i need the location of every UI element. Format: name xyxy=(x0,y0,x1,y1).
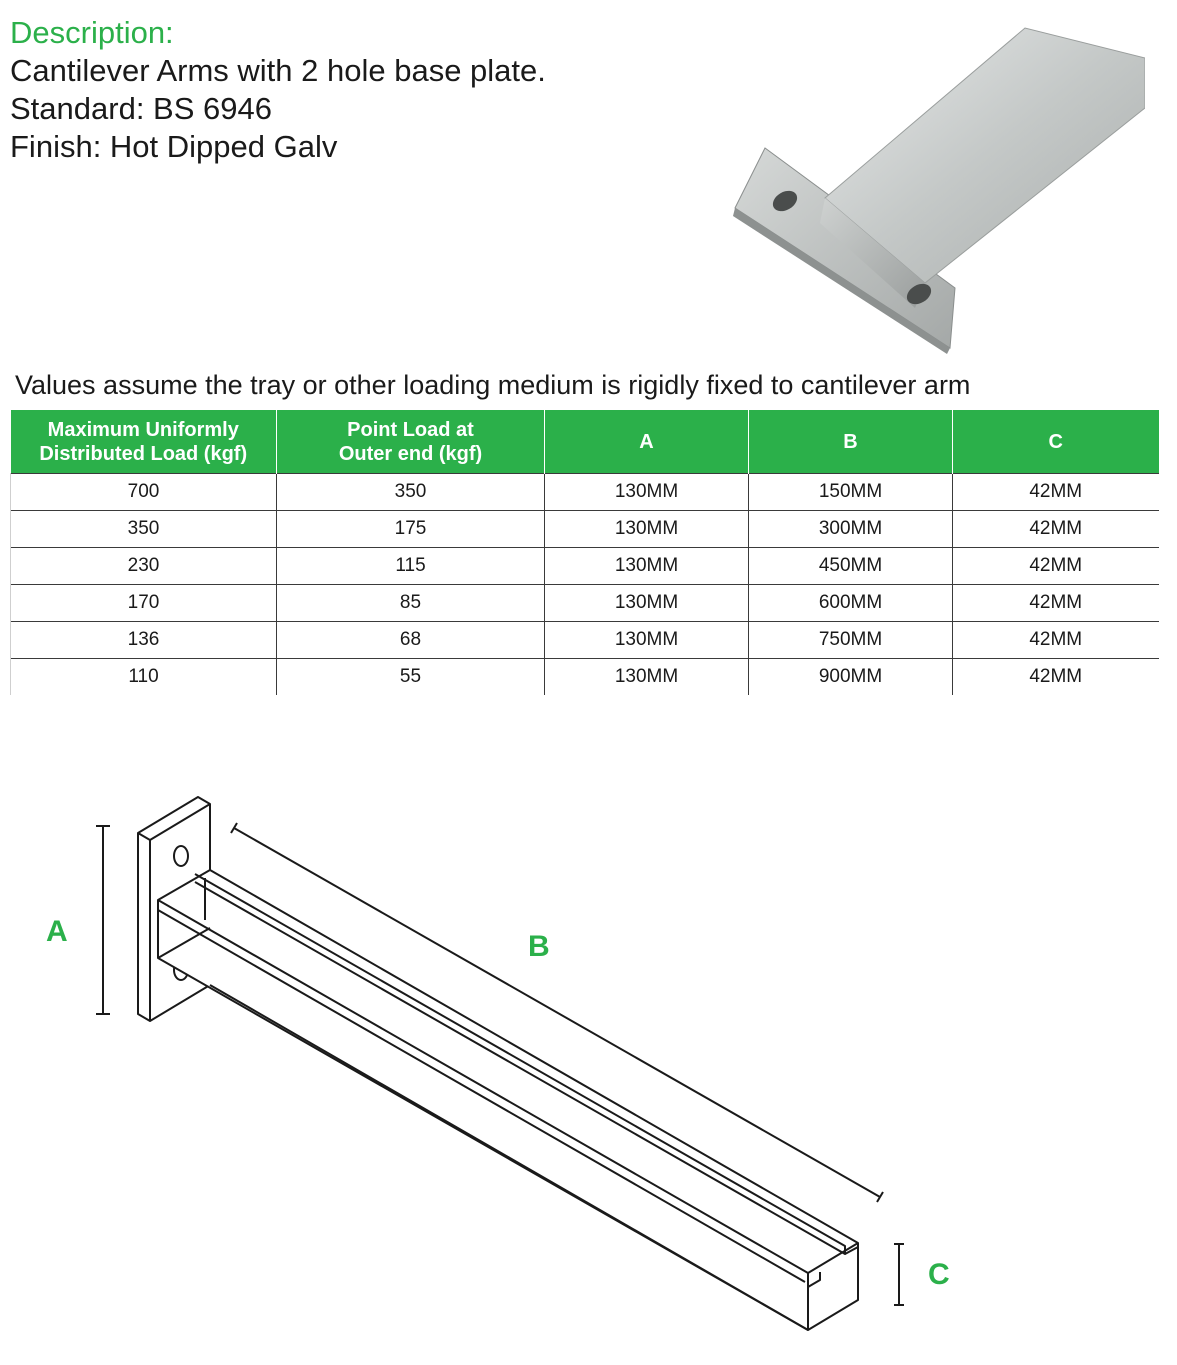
table-row xyxy=(11,511,1159,548)
header-point-load xyxy=(277,410,545,474)
cell-point-load: 175 xyxy=(277,511,545,548)
cell-c: 42MM xyxy=(953,548,1159,585)
cell-a: 130MM xyxy=(545,659,749,696)
cell-udl: 230 xyxy=(11,548,277,585)
cell-b: 450MM xyxy=(749,548,953,585)
cell-a: 130MM xyxy=(545,622,749,659)
header-a: A xyxy=(545,410,749,474)
cell-b: 150MM xyxy=(749,474,953,511)
description-line-standard: Standard: BS 6946 xyxy=(10,91,272,126)
cell-point-load: 350 xyxy=(277,474,545,511)
spec-table xyxy=(10,410,1159,695)
dimension-drawing xyxy=(0,760,1177,1360)
cell-c: 42MM xyxy=(953,622,1159,659)
cell-point-load: 85 xyxy=(277,585,545,622)
cell-udl: 110 xyxy=(11,659,277,696)
header-udl xyxy=(11,410,277,474)
header-point-load-line1: Point Load at xyxy=(347,418,474,441)
table-row xyxy=(11,548,1159,585)
cell-c: 42MM xyxy=(953,474,1159,511)
cell-b: 900MM xyxy=(749,659,953,696)
table-row xyxy=(11,585,1159,622)
cell-c: 42MM xyxy=(953,585,1159,622)
cell-point-load: 68 xyxy=(277,622,545,659)
cell-b: 750MM xyxy=(749,622,953,659)
cell-udl: 170 xyxy=(11,585,277,622)
cell-a: 130MM xyxy=(545,474,749,511)
dimension-label-b: B xyxy=(528,930,550,963)
table-header-row xyxy=(11,410,1159,474)
cell-a: 130MM xyxy=(545,585,749,622)
cell-a: 130MM xyxy=(545,548,749,585)
cell-c: 42MM xyxy=(953,511,1159,548)
cell-b: 300MM xyxy=(749,511,953,548)
loading-note: Values assume the tray or other loading medium is rigidly fixed to cantilever arm xyxy=(15,370,971,400)
table-row xyxy=(11,622,1159,659)
header-udl-line1: Maximum Uniformly xyxy=(47,418,239,441)
cell-udl: 350 xyxy=(11,511,277,548)
cell-c: 42MM xyxy=(953,659,1159,696)
header-c: C xyxy=(953,410,1159,474)
cell-udl: 700 xyxy=(11,474,277,511)
dimension-label-c: C xyxy=(928,1258,950,1291)
cell-b: 600MM xyxy=(749,585,953,622)
dimension-label-a: A xyxy=(46,915,68,948)
description-line-finish: Finish: Hot Dipped Galv xyxy=(10,129,338,164)
description-heading: Description: xyxy=(10,15,174,50)
table-row xyxy=(11,474,1159,511)
header-udl-line2: Distributed Load (kgf) xyxy=(39,442,248,465)
table-row xyxy=(11,659,1159,696)
description-block xyxy=(10,14,546,166)
product-photo xyxy=(725,18,1145,358)
cell-a: 130MM xyxy=(545,511,749,548)
cell-udl: 136 xyxy=(11,622,277,659)
cell-point-load: 55 xyxy=(277,659,545,696)
header-point-load-line2: Outer end (kgf) xyxy=(338,442,483,465)
header-b: B xyxy=(749,410,953,474)
description-line-title: Cantilever Arms with 2 hole base plate. xyxy=(10,53,546,88)
cell-point-load: 115 xyxy=(277,548,545,585)
